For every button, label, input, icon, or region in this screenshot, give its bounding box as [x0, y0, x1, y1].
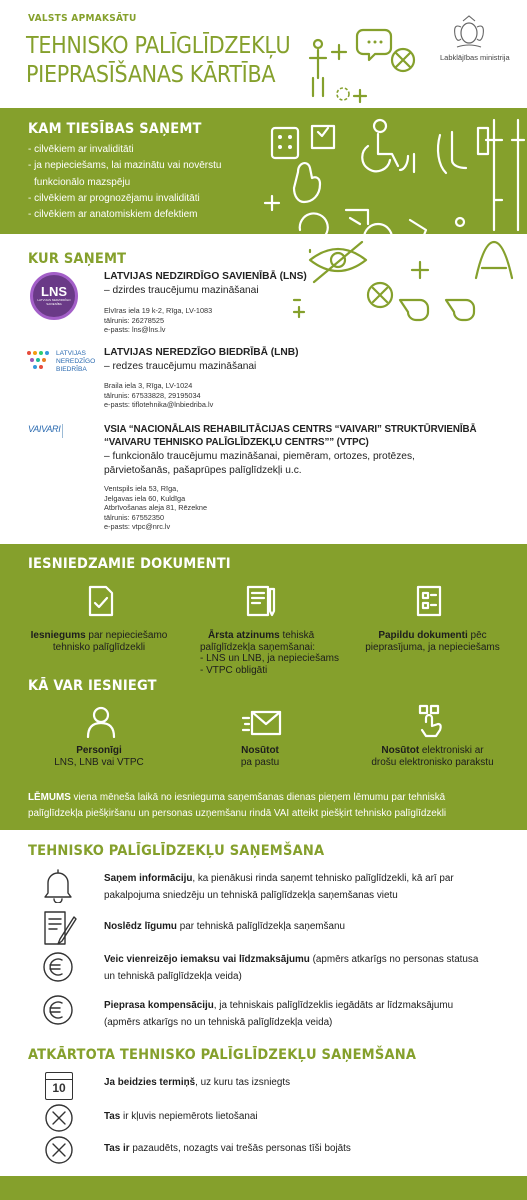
- person-icon: [86, 706, 116, 738]
- step-desc: (apmērs atkarīgs no un tehniskā palīglīdzekļa veida): [104, 1017, 333, 1028]
- org-desc: [104, 450, 415, 477]
- lnb-dots-logo-icon: [26, 350, 56, 376]
- doc-desc: palīglīdzekļa saņemšanai:: [200, 641, 316, 653]
- list-item: funkcionālo mazspēju: [34, 176, 131, 188]
- cross-circle-icon: [44, 1103, 74, 1133]
- org-address: [104, 484, 207, 532]
- list-item: - cilvēkiem ar prognozējamu invaliditāti: [28, 192, 200, 204]
- doc-desc: pēc: [467, 630, 487, 641]
- step-desc: , ja tehniskais palīglīdzeklis iegādāts ar līdzmaksājumu: [213, 1000, 454, 1011]
- org-name: [104, 423, 476, 449]
- footer-band: [0, 1176, 527, 1200]
- org-name: LATVIJAS NEREDZĪGO BIEDRĪBĀ (LNB): [104, 347, 299, 358]
- lnb-logo-text: [56, 350, 95, 373]
- calendar-icon: [45, 1072, 73, 1100]
- euro-icon: [42, 951, 74, 983]
- assistive-devices-illustration: [250, 0, 527, 335]
- step-title: Pieprasa kompensāciju: [104, 1000, 214, 1011]
- org-name: LATVIJAS NEDZIRDĪGO SAVIENĪBĀ (LNS): [104, 271, 307, 282]
- org-address: [104, 306, 212, 335]
- org-desc-line: – funkcionālo traucējumu mazināšanai, piemēram, ortozes, protēzes,: [104, 451, 415, 462]
- vaivari-logo-divider: [62, 424, 98, 438]
- kam-heading: KAM TIESĪBAS SAŅEMT: [28, 121, 202, 137]
- address-line: Atbrīvošanas aleja 81, Rēzekne: [104, 503, 208, 513]
- wheelchair-icon: [374, 120, 386, 132]
- step-desc: , ka pienākusi rinda saņemt tehnisko palīglīdzekli, kā arī par: [192, 873, 454, 884]
- submit-desc: LNS, LNB vai VTPC: [54, 757, 144, 768]
- hearing-icon: [300, 213, 328, 240]
- receive-heading: TEHNISKO PALĪGLĪDZEKĻU SAŅEMŠANA: [28, 843, 325, 859]
- doc-title: Ārsta atzinums: [208, 630, 280, 641]
- wheel-icon: [364, 224, 392, 252]
- speech-bubble-icon: [357, 30, 391, 60]
- euro-icon: [42, 994, 74, 1026]
- step-title: Veic vienreizējo iemaksu vai līdzmaksājumu: [104, 954, 310, 965]
- phone-line: tālrunis: 67533828, 29195034: [104, 390, 201, 400]
- phone-line: tālrunis: 67552350: [104, 512, 165, 522]
- receive-step: [104, 870, 514, 904]
- person-icon: [314, 40, 322, 48]
- doc-desc: - VTPC obligāti: [200, 664, 268, 676]
- submit-desc: elektroniski ar: [419, 745, 484, 756]
- org-name-line: VSIA “NACIONĀLAIS REHABILITĀCIJAS CENTRS “VAIVARI” STRUKTŪRVIENĪBĀ: [104, 424, 477, 435]
- decision-line: viena mēneša laikā no iesnieguma saņemšanas dienas pieņem lēmumu par tehniskā: [70, 792, 446, 803]
- org-name-line: “VAIVARU TEHNISKO PALĪGLĪDZEKĻU CENTRS”” (VTPC): [104, 437, 369, 448]
- step-desc: par tehniskā palīglīdzekļa saņemšanu: [176, 921, 345, 932]
- submit-heading: KĀ VAR IESNIEGT: [28, 678, 157, 694]
- org-address: [104, 381, 213, 410]
- kicker: VALSTS APMAKSĀTU: [28, 13, 137, 24]
- letter-a-icon: [476, 242, 512, 278]
- repeat-reason: [104, 1077, 290, 1088]
- step-desc: un tehniskā palīglīdzekļa veida): [104, 971, 242, 982]
- submit-desc: pa pastu: [240, 757, 280, 768]
- receive-step: [104, 997, 514, 1031]
- page-title-line1: TEHNISKO PALĪGLĪDZEKĻU: [26, 33, 291, 59]
- address-line: Ventspils iela 53, Rīga,: [104, 484, 179, 493]
- step-desc: (apmērs atkarīgs no personas statusa: [309, 954, 479, 965]
- doc-desc: pieprasījuma, ja nepieciešams: [365, 642, 500, 653]
- checklist-document-icon: [416, 585, 442, 617]
- kur-heading: KUR SAŅEMT: [28, 251, 127, 267]
- receive-step: [104, 951, 514, 985]
- decision-label: LĒMUMS: [28, 792, 71, 803]
- repeat-reason: [104, 1111, 258, 1122]
- step-title: Saņem informāciju: [104, 873, 193, 884]
- submit-in-person: [14, 745, 184, 769]
- submit-title: Personīgi: [76, 745, 122, 756]
- reason-title: Tas: [104, 1111, 121, 1122]
- lns-logo-subtext: LATVIJAS NEDZIRDĪGO SAVIENĪBA: [37, 298, 71, 306]
- reason-title: Tas ir: [104, 1143, 130, 1154]
- org-desc-line: pārvietošanās, pašaprūpes palīglīdzekļi u.c.: [104, 464, 302, 476]
- doc-desc: tehiskā: [279, 630, 315, 641]
- electronic-signature-icon: [418, 704, 444, 738]
- doc-desc: - LNS un LNB, ja nepieciešams: [200, 653, 339, 664]
- reason-desc: pazaudēts, nozagts vai trešās personas tīši bojāts: [129, 1143, 351, 1154]
- foot-orthosis-icon: [438, 132, 466, 173]
- document-check-icon: [88, 585, 114, 617]
- lnb-logo-line: BIEDRĪBA: [56, 365, 87, 373]
- ministry-name: Labklājības ministrija: [440, 53, 510, 62]
- step-desc: pakalpojuma sniedzēju un tehniskā palīglīdzekļa saņemšanas vietu: [104, 890, 398, 901]
- calendar-number: 10: [52, 1081, 66, 1095]
- doc-title: Iesniegums: [30, 630, 86, 641]
- bell-icon: [42, 867, 74, 903]
- submit-title: Nosūtot: [381, 745, 420, 756]
- doc-desc: tehnisko palīglīdzekli: [52, 642, 146, 653]
- decision-text: [28, 790, 518, 822]
- contract-signing-icon: [42, 909, 78, 947]
- email-line: e-pasts: lns@lns.lv: [104, 325, 166, 335]
- submit-desc: drošu elektronisko parakstu: [371, 757, 494, 768]
- reason-title: Ja beidzies termiņš: [104, 1077, 196, 1088]
- decision-line: palīglīdzekļa piešķiršanu un personas uzņemšanu rindā VAI atteikt piešķirt tehnisko palīglīdzekli: [28, 808, 447, 819]
- braille-icon: [272, 128, 298, 158]
- doc-additional: [350, 630, 515, 654]
- kam-list: [28, 142, 221, 223]
- submit-by-post: [190, 745, 330, 769]
- phone-line: tālrunis: 26278525: [104, 315, 165, 325]
- doc-title: Papildu dokumenti: [378, 630, 468, 641]
- step-title: Noslēdz līgumu: [104, 921, 177, 932]
- prescription-pen-icon: [246, 585, 280, 617]
- list-item: - cilvēkiem ar anatomiskiem defektiem: [28, 209, 198, 221]
- reason-desc: , uz kuru tas izsniegts: [195, 1077, 291, 1088]
- doc-doctor-opinion: [200, 630, 360, 676]
- glasses-icon: [400, 300, 474, 320]
- org-desc: – dzirdes traucējumu mazināšanai: [104, 285, 259, 296]
- cross-circle-icon: [44, 1135, 74, 1165]
- email-line: e-pasts: tiflotehnika@lnbiedriba.lv: [104, 400, 214, 410]
- receive-step: [104, 918, 514, 935]
- address-line: Elvīras iela 19 k-2, Rīga, LV-1083: [104, 306, 213, 315]
- org-desc: – redzes traucējumu mazināšanai: [104, 361, 257, 372]
- repeat-heading: ATKĀRTOTA TEHNISKO PALĪGLĪDZEKĻU SAŅEMŠANA: [28, 1047, 417, 1063]
- lns-logo-text: LNS: [41, 284, 67, 299]
- hand-icon: [294, 163, 320, 202]
- doc-application: [14, 630, 184, 654]
- page-title-line2: PIEPRASĪŠANAS KĀRTĪBA: [26, 62, 276, 88]
- address-line: Braila iela 3, Rīga, LV-1024: [104, 381, 193, 390]
- submit-title: Nosūtot: [241, 745, 279, 756]
- repeat-reason: [104, 1143, 351, 1154]
- lnb-logo-line: LATVIJAS: [56, 350, 86, 357]
- list-item: - ja nepieciešams, lai mazinātu vai novērstu: [28, 160, 222, 172]
- vaivari-logo: VAIVARI: [28, 424, 61, 434]
- lnb-logo-line: NEREDZĪGO: [56, 357, 96, 365]
- lns-logo: [30, 272, 78, 320]
- email-line: e-pasts: vtpc@nrc.lv: [104, 522, 171, 532]
- doc-desc: par nepieciešamo: [85, 630, 168, 641]
- list-item: - cilvēkiem ar invaliditāti: [28, 144, 134, 155]
- plus-icon: [332, 45, 346, 59]
- docs-heading: IESNIEDZAMIE DOKUMENTI: [28, 556, 231, 572]
- envelope-mail-icon: [242, 710, 282, 736]
- address-line: Jelgavas iela 60, Kuldīga: [104, 493, 186, 503]
- reason-desc: ir kļuvis nepiemērots lietošanai: [120, 1111, 258, 1122]
- submit-electronic: [350, 745, 515, 769]
